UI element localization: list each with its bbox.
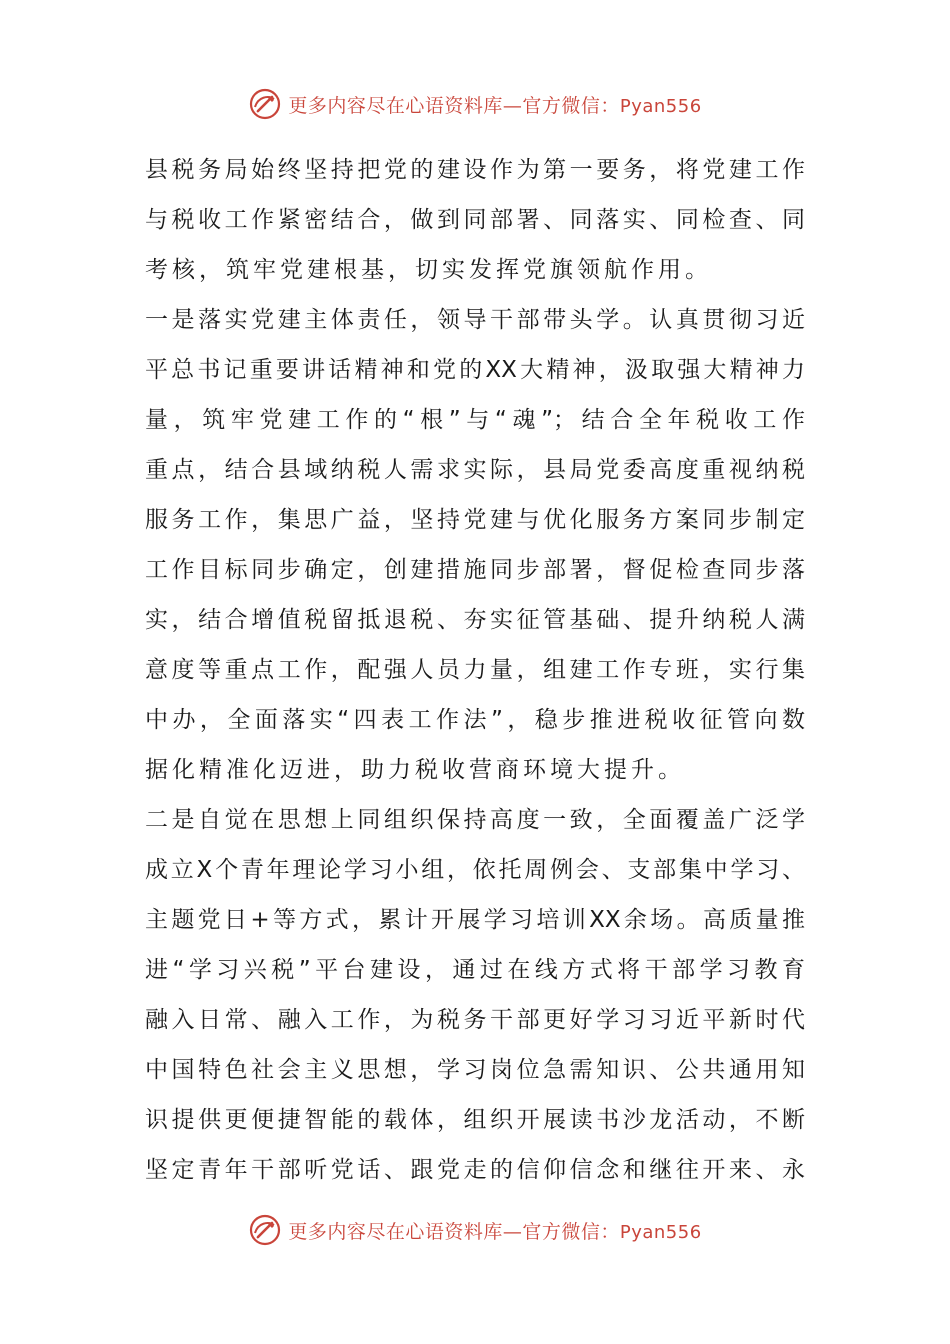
document-body: [145, 145, 805, 1195]
pen-swirl-logo-icon: [248, 87, 282, 121]
text-line: 主题党日+等方式，累计开展学习培训XX余场。高质量推: [145, 907, 805, 933]
header-watermark: [0, 84, 950, 124]
text-line: 坚定青年干部听党话、跟党走的信仰信念和继往开来、永: [145, 1157, 805, 1183]
footer-watermark: [0, 1210, 950, 1250]
watermark-wechat-label: 官方微信：: [522, 94, 620, 117]
text-line: 与税收工作紧密结合，做到同部署、同落实、同检查、同: [145, 207, 805, 233]
text-line: 服务工作，集思广益，坚持党建与优化服务方案同步制定: [145, 507, 805, 533]
text-line: 量，筑牢党建工作的“根”与“魂”；结合全年税收工作: [145, 407, 805, 433]
text-line: 成立X个青年理论学习小组，依托周例会、支部集中学习、: [145, 857, 805, 883]
watermark-site-text: 更多内容尽在心语资料库: [288, 1220, 503, 1243]
text-line: 重点，结合县域纳税人需求实际，县局党委高度重视纳税: [145, 457, 805, 483]
watermark-site-text: 更多内容尽在心语资料库: [288, 94, 503, 117]
text-line: 融入日常、融入工作，为税务干部更好学习习近平新时代: [145, 1007, 805, 1033]
text-line: 县税务局始终坚持把党的建设作为第一要务，将党建工作: [145, 157, 805, 183]
text-line: 实，结合增值税留抵退税、夯实征管基础、提升纳税人满: [145, 607, 805, 633]
text-line: 据化精准化迈进，助力税收营商环境大提升。: [145, 757, 685, 783]
text-line: 意度等重点工作，配强人员力量，组建工作专班，实行集: [145, 657, 805, 683]
paragraph-intro: [145, 145, 805, 295]
watermark-dash: —: [502, 1220, 523, 1243]
paragraph-first-point: [145, 295, 805, 795]
paragraph-second-point: [145, 795, 805, 1195]
text-line: 二是自觉在思想上同组织保持高度一致，全面覆盖广泛学: [145, 807, 805, 833]
text-line: 中办，全面落实“四表工作法”，稳步推进税收征管向数: [145, 707, 805, 733]
pen-swirl-logo-icon: [248, 1213, 282, 1247]
text-line: 工作目标同步确定，创建措施同步部署，督促检查同步落: [145, 557, 805, 583]
watermark-text: [288, 1217, 701, 1244]
watermark-text: [288, 91, 701, 118]
text-line: 中国特色社会主义思想，学习岗位急需知识、公共通用知: [145, 1057, 805, 1083]
text-line: 考核，筑牢党建根基，切实发挥党旗领航作用。: [145, 257, 712, 283]
watermark-wechat-id: Pyan556: [619, 1221, 702, 1243]
text-line: 一是落实党建主体责任，领导干部带头学。认真贯彻习近: [145, 307, 805, 333]
watermark-dash: —: [502, 94, 523, 117]
text-line: 平总书记重要讲话精神和党的XX大精神，汲取强大精神力: [145, 357, 805, 383]
text-line: 进“学习兴税”平台建设，通过在线方式将干部学习教育: [145, 957, 805, 983]
text-line: 识提供更便捷智能的载体，组织开展读书沙龙活动，不断: [145, 1107, 805, 1133]
watermark-wechat-label: 官方微信：: [522, 1220, 620, 1243]
watermark-wechat-id: Pyan556: [619, 95, 702, 117]
